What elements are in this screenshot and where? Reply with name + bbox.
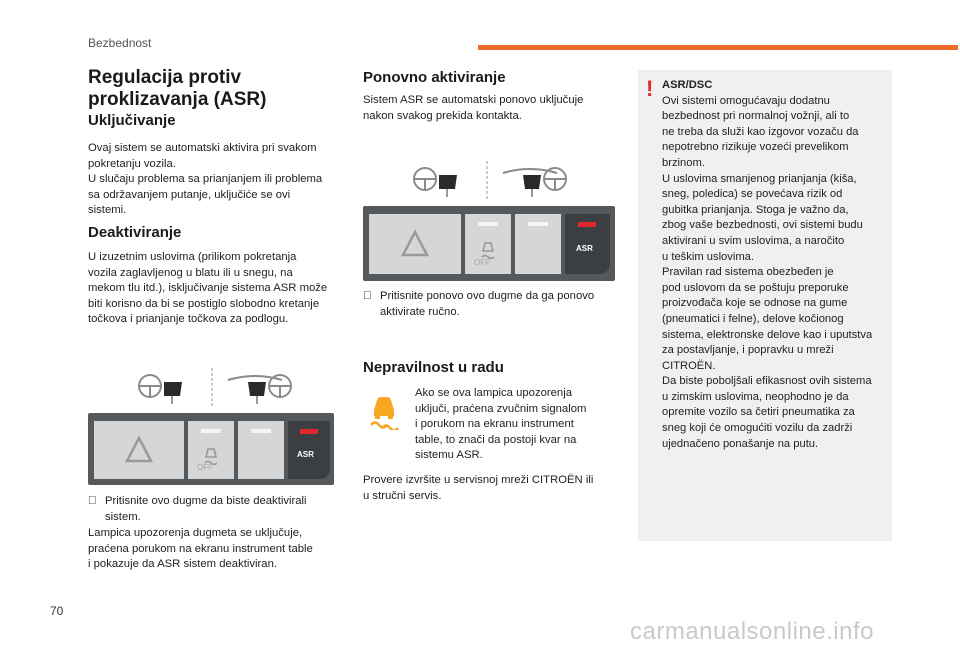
text-line: nakon svakog prekida kontakta. — [363, 109, 522, 122]
skid-car-icon — [482, 243, 494, 259]
text-line: bezbednost pri normalnoj vožnji, ali to — [662, 110, 850, 123]
text-line: biti korisno da bi se postiglo slobodno kretanje — [88, 297, 320, 310]
blank-button[interactable] — [515, 214, 561, 274]
fault-paragraph — [415, 386, 586, 464]
bullet-mark — [363, 289, 371, 305]
asr-button[interactable] — [288, 421, 330, 479]
text-line: pod uslovom da se poštuju preporuke — [662, 281, 849, 294]
disable-paragraph — [88, 250, 327, 328]
header-accent-bar — [478, 45, 958, 50]
text-line: CITROËN. — [662, 359, 716, 372]
text-line: točkova i prianjanje točkova za podlogu. — [88, 313, 289, 325]
text-line: sa održavanjem putanje, uključiće se ovi — [88, 188, 291, 201]
dashboard-steering-illustration-middle — [405, 159, 575, 203]
text-line: gubitka prianjanja. Stoga je važno da, — [662, 203, 849, 216]
text-line: U uslovima smanjenog prianjanja (kiša, — [662, 172, 857, 185]
steering-wheel-icon — [544, 168, 566, 190]
indicator-led — [251, 429, 271, 433]
text-line: (pneumatici i felne), delove kočionog — [662, 312, 844, 325]
text-line: sistema, elektronske delove kao i uputstva — [662, 328, 873, 341]
asr-label: ASR — [297, 450, 314, 459]
page-title-line2: proklizavanja (ASR) — [88, 89, 267, 110]
control-panel-left — [88, 413, 334, 485]
heading-fault: Nepravilnost u radu — [363, 359, 504, 376]
dashboard-steering-illustration-left — [130, 366, 300, 410]
text-line: Sistem ASR se automatski ponovo uključuje — [363, 94, 584, 106]
section-header: Bezbednost — [88, 36, 152, 50]
heading-disable: Deaktiviranje — [88, 224, 182, 241]
text-line: sistemu ASR. — [415, 449, 483, 461]
text-line: Pravilan rad sistema obezbeđen je — [662, 266, 834, 279]
hazard-triangle-icon — [127, 438, 151, 461]
stalk-shape — [164, 382, 182, 396]
text-line: sneg koji će omogućiti vozilu da zadrži — [662, 422, 853, 435]
text-line: uključi, praćena zvučnim signalom — [415, 402, 587, 415]
off-label: OFF — [197, 463, 213, 472]
service-paragraph — [363, 473, 593, 504]
enable-paragraph — [88, 141, 322, 219]
skid-warning-icon — [366, 392, 402, 430]
text-line: i pokazuje da ASR sistem deaktiviran. — [88, 558, 278, 570]
text-line: ujednačeno ponašanje na putu. — [662, 437, 819, 450]
warning-text — [662, 78, 872, 452]
blank-button[interactable] — [238, 421, 284, 479]
indicator-led — [201, 429, 221, 433]
text-line: nepotrebno rizikuje vozeći prevelikom — [662, 141, 849, 154]
dsc-off-button[interactable] — [465, 214, 511, 274]
warning-title: ASR/DSC — [662, 79, 713, 91]
text-line: table, to znači da postoji kvar na — [415, 433, 577, 446]
heading-reactivate: Ponovno aktiviranje — [363, 69, 506, 86]
heading-enable: Uključivanje — [88, 112, 176, 129]
asr-label: ASR — [576, 244, 593, 253]
text-line: proizvođača koje se odnose na gume — [662, 297, 848, 310]
text-line: Pritisnite ponovo ovo dugme da ga ponovo — [380, 290, 595, 302]
indicator-led — [478, 222, 498, 226]
warning-box — [638, 70, 892, 541]
text-line: pokretanju vozila. — [88, 157, 176, 170]
text-line: i porukom na ekranu instrument — [415, 418, 574, 430]
steering-wheel-icon — [269, 375, 291, 397]
text-line: praćena porukom na ekranu instrument table — [88, 542, 313, 555]
middle-bullet — [363, 289, 623, 320]
dsc-off-button[interactable] — [188, 421, 234, 479]
reactivate-paragraph — [363, 93, 583, 124]
text-line: sistemi. — [88, 204, 127, 216]
text-line: Ovaj sistem se automatski aktivira pri svakom — [88, 142, 317, 154]
hazard-button[interactable] — [94, 421, 184, 479]
text-line: Ako se ova lampica upozorenja — [415, 387, 572, 399]
watermark: carmanualsonline.info — [630, 618, 874, 645]
text-line: sistem. — [105, 510, 141, 523]
text-line: u stručni servis. — [363, 489, 442, 502]
text-line: Pritisnite ovo dugme da biste deaktivirali — [105, 495, 307, 507]
text-line: U izuzetnim uslovima (prilikom pokretanja — [88, 251, 297, 263]
text-line: u teškim uslovima. — [662, 250, 755, 263]
text-line: za postavljanje, i popravku u mreži — [662, 344, 834, 357]
text-line: Provere izvršite u servisnoj mreži CITROËN ili — [363, 474, 594, 486]
text-line: opremite vozilo sa četiri pneumatika za — [662, 406, 855, 419]
text-line: Da biste poboljšali efikasnost ovih sistema — [662, 375, 872, 388]
text-line: u zimskim uslovima, neophodno je da — [662, 390, 849, 403]
control-panel-middle — [363, 206, 615, 281]
hazard-button[interactable] — [369, 214, 461, 274]
asr-warning-led — [300, 429, 318, 434]
indicator-led — [528, 222, 548, 226]
steering-wheel-icon — [139, 375, 161, 397]
page-title-line1: Regulacija protiv — [88, 67, 242, 88]
text-line: Lampica upozorenja dugmeta se uključuje, — [88, 527, 303, 539]
text-line: zbog vaše bezbednosti, ovi sistemi budu — [662, 219, 863, 232]
text-line: aktivirani u svim uslovima, a naročito — [662, 234, 845, 247]
page-number: 70 — [50, 604, 64, 618]
warning-exclamation-icon: ! — [646, 76, 654, 101]
text-line: sneg, poledica) se povećava rizik od — [662, 188, 843, 201]
text-line: U slučaju problema sa prianjanjem ili problema — [88, 173, 323, 185]
text-line: vozila zaglavljenog u blatu ili u snegu, na — [88, 266, 293, 279]
left-after-paragraph — [88, 526, 313, 573]
bullet-mark — [88, 494, 96, 510]
asr-warning-led — [578, 222, 596, 227]
text-line: brzinom. — [662, 156, 705, 169]
left-title-block — [88, 67, 348, 111]
text-line: Ovi sistemi omogućavaju dodatnu — [662, 94, 830, 107]
text-line: ne treba da služi kao izgovor vozaču da — [662, 125, 859, 138]
off-label: OFF — [474, 258, 490, 267]
hazard-triangle-icon — [403, 232, 427, 255]
steering-wheel-icon — [414, 168, 436, 190]
left-bullet — [88, 494, 348, 525]
asr-button[interactable] — [565, 214, 610, 274]
text-line: mekom tlu itd.), isključivanje sistema ASR može — [88, 282, 328, 294]
text-line: aktivirate ručno. — [380, 305, 460, 318]
